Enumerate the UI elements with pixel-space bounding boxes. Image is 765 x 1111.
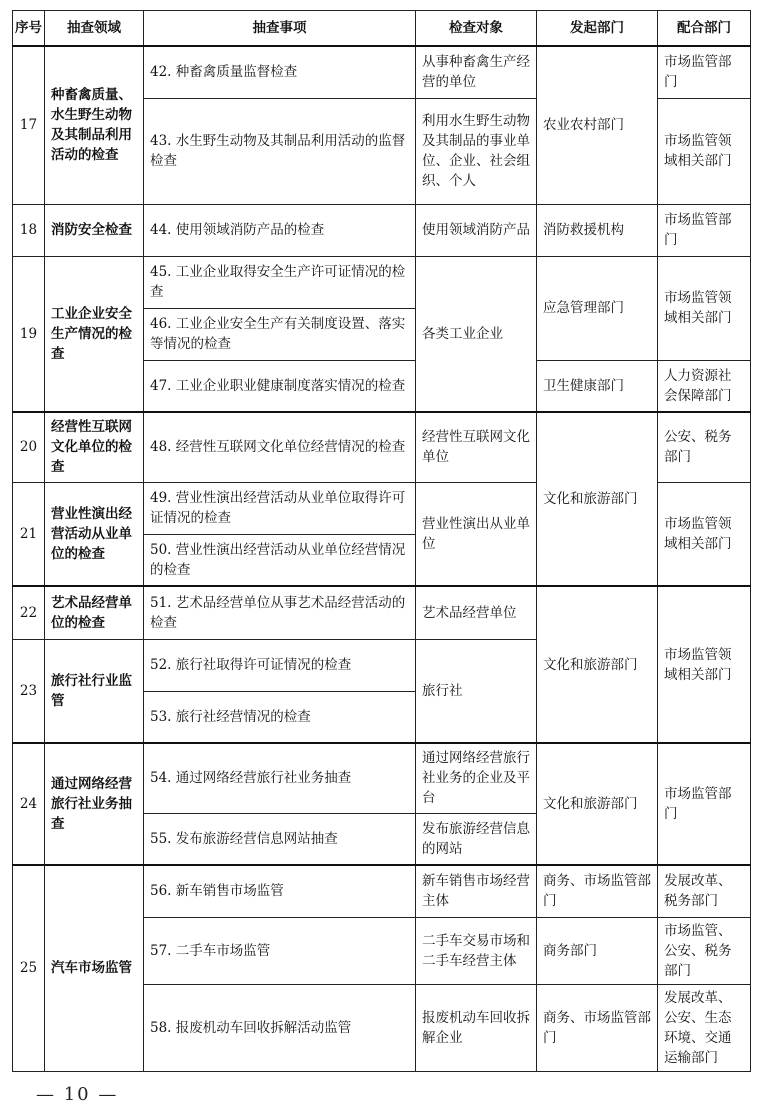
row-no: 20 [13,412,45,482]
row-item: 51. 艺术品经营单位从事艺术品经营活动的检查 [144,586,416,639]
row-item: 55. 发布旅游经营信息网站抽查 [144,813,416,865]
table-row [13,46,751,98]
row-partner: 市场监管领域相关部门 [658,482,751,586]
row-initiator: 文化和旅游部门 [537,743,658,865]
row-object: 利用水生野生动物及其制品的事业单位、企业、社会组织、个人 [416,98,537,204]
row-partner: 市场监管领域相关部门 [658,98,751,204]
header-initiator: 发起部门 [537,11,658,47]
row-initiator: 商务、市场监管部门 [537,984,658,1071]
table-row [13,412,751,482]
table-row [13,865,751,917]
row-partner: 市场监管领域相关部门 [658,256,751,360]
row-object: 通过网络经营旅行社业务的企业及平台 [416,743,537,813]
row-object: 新车销售市场经营主体 [416,865,537,917]
row-item: 47. 工业企业职业健康制度落实情况的检查 [144,360,416,412]
row-item: 42. 种畜禽质量监督检查 [144,46,416,98]
row-partner: 市场监管部门 [658,204,751,256]
header-row [13,11,751,47]
row-item: 48. 经营性互联网文化单位经营情况的检查 [144,412,416,482]
row-item: 54. 通过网络经营旅行社业务抽查 [144,743,416,813]
row-partner: 人力资源社会保障部门 [658,360,751,412]
row-object: 经营性互联网文化单位 [416,412,537,482]
row-no: 25 [13,865,45,1071]
row-no: 17 [13,46,45,204]
row-object: 艺术品经营单位 [416,586,537,639]
row-item: 50. 营业性演出经营活动从业单位经营情况的检查 [144,534,416,586]
row-field: 种畜禽质量、水生野生动物及其制品利用活动的检查 [45,46,144,204]
row-partner: 发展改革、公安、生态环境、交通运输部门 [658,984,751,1071]
row-partner: 市场监管部门 [658,743,751,865]
row-object: 报废机动车回收拆解企业 [416,984,537,1071]
row-item: 58. 报废机动车回收拆解活动监管 [144,984,416,1071]
row-object: 使用领域消防产品 [416,204,537,256]
row-item: 53. 旅行社经营情况的检查 [144,691,416,743]
row-partner: 发展改革、税务部门 [658,865,751,917]
page-number: — 10 — [36,1084,119,1105]
table-row [13,586,751,639]
row-item: 52. 旅行社取得许可证情况的检查 [144,639,416,691]
row-field: 旅行社行业监管 [45,639,144,743]
row-field: 消防安全检查 [45,204,144,256]
row-object: 旅行社 [416,639,537,743]
row-partner: 市场监管部门 [658,46,751,98]
row-no: 23 [13,639,45,743]
row-initiator: 商务、市场监管部门 [537,865,658,917]
header-item: 抽查事项 [144,11,416,47]
row-partner: 公安、税务部门 [658,412,751,482]
row-field: 工业企业安全生产情况的检查 [45,256,144,412]
header-partner: 配合部门 [658,11,751,47]
row-item: 57. 二手车市场监管 [144,917,416,984]
row-item: 43. 水生野生动物及其制品利用活动的监督检查 [144,98,416,204]
row-initiator: 农业农村部门 [537,46,658,204]
row-initiator: 卫生健康部门 [537,360,658,412]
inspection-table [12,10,751,1072]
row-initiator: 商务部门 [537,917,658,984]
header-no: 序号 [13,11,45,47]
row-field: 营业性演出经营活动从业单位的检查 [45,482,144,586]
row-no: 18 [13,204,45,256]
header-object: 检查对象 [416,11,537,47]
row-no: 24 [13,743,45,865]
row-initiator: 应急管理部门 [537,256,658,360]
row-field: 汽车市场监管 [45,865,144,1071]
row-item: 56. 新车销售市场监管 [144,865,416,917]
table-row [13,743,751,813]
row-initiator: 文化和旅游部门 [537,412,658,586]
row-no: 19 [13,256,45,412]
row-object: 发布旅游经营信息的网站 [416,813,537,865]
row-field: 经营性互联网文化单位的检查 [45,412,144,482]
row-initiator: 消防救援机构 [537,204,658,256]
row-object: 从事种畜禽生产经营的单位 [416,46,537,98]
row-field: 艺术品经营单位的检查 [45,586,144,639]
row-object: 各类工业企业 [416,256,537,412]
row-item: 46. 工业企业安全生产有关制度设置、落实等情况的检查 [144,308,416,360]
row-initiator: 文化和旅游部门 [537,586,658,743]
row-no: 21 [13,482,45,586]
row-partner: 市场监管领域相关部门 [658,586,751,743]
header-field: 抽查领域 [45,11,144,47]
row-item: 44. 使用领域消防产品的检查 [144,204,416,256]
row-partner: 市场监管、公安、税务部门 [658,917,751,984]
table-row [13,204,751,256]
row-item: 45. 工业企业取得安全生产许可证情况的检查 [144,256,416,308]
row-item: 49. 营业性演出经营活动从业单位取得许可证情况的检查 [144,482,416,534]
row-object: 营业性演出从业单位 [416,482,537,586]
table-row [13,256,751,308]
row-field: 通过网络经营旅行社业务抽查 [45,743,144,865]
row-object: 二手车交易市场和二手车经营主体 [416,917,537,984]
row-no: 22 [13,586,45,639]
